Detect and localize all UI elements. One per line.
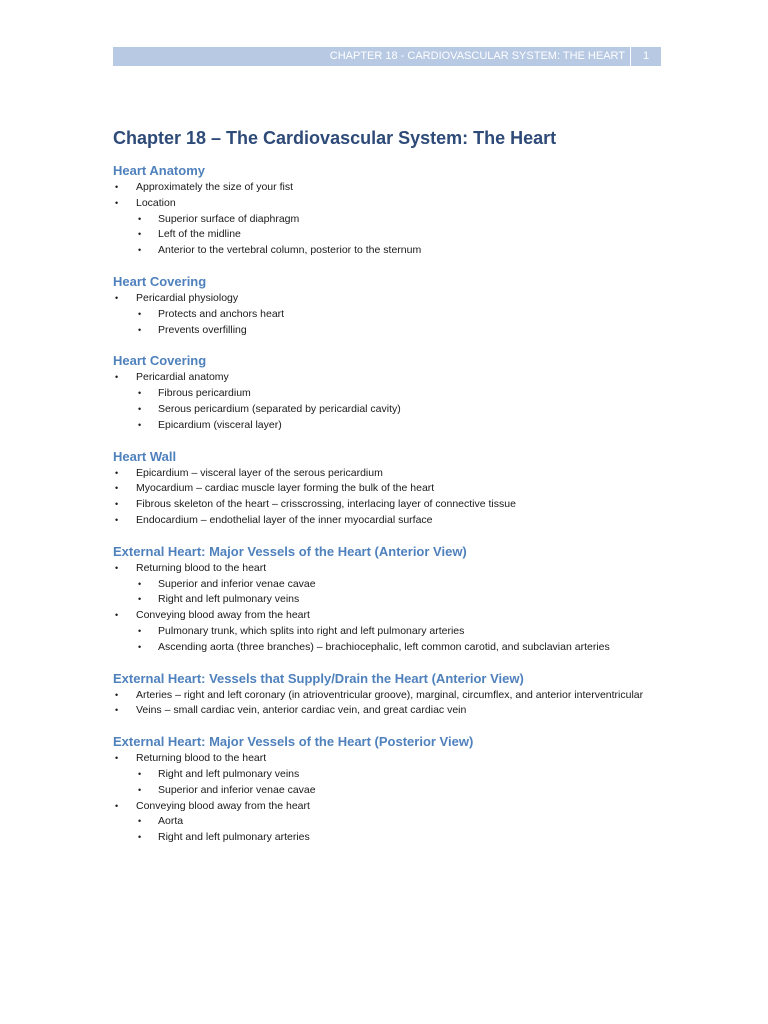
sections-container [113, 162, 673, 846]
bullet-icon: • [115, 514, 119, 525]
section [113, 273, 673, 338]
list-item-text: Conveying blood away from the heart [136, 799, 310, 812]
list-item-text: Superior surface of diaphragm [158, 212, 300, 225]
list-item [113, 688, 673, 704]
bullet-icon: • [138, 832, 142, 843]
bullet-icon: • [115, 705, 119, 716]
bullet-icon: • [138, 388, 142, 399]
list-item-text: Pericardial anatomy [136, 371, 229, 384]
list-item-text: Fibrous skeleton of the heart – crisscrossing, interlacing layer of connective tissue [136, 498, 516, 511]
sub-list-item [113, 767, 673, 783]
section [113, 448, 673, 529]
list-item-text: Right and left pulmonary arteries [158, 831, 310, 844]
list-item [113, 370, 673, 386]
bullet-icon: • [138, 229, 142, 240]
list-item [113, 196, 673, 212]
list-item [113, 703, 673, 719]
bullet-icon: • [115, 562, 119, 573]
list-item-text: Left of the midline [158, 228, 241, 241]
sub-list-item [113, 307, 673, 323]
chapter-title: Chapter 18 – The Cardiovascular System: The Heart [113, 128, 557, 148]
list-item [113, 497, 673, 513]
section-heading: External Heart: Major Vessels of the Heart (Anterior View) [113, 543, 467, 559]
bullet-icon: • [138, 213, 142, 224]
list-item-text: Conveying blood away from the heart [136, 609, 310, 622]
list-item-text: Location [136, 196, 176, 209]
list-item [113, 291, 673, 307]
page-number: 1 [630, 47, 661, 66]
running-header-title: CHAPTER 18 - CARDIOVASCULAR SYSTEM: THE HEART [329, 50, 625, 62]
list-item-text: Ascending aorta (three branches) – brachiocephalic, left common carotid, and subclavian arteries [158, 640, 610, 653]
bullet-icon: • [115, 467, 119, 478]
bullet-list [113, 370, 673, 433]
list-item [113, 180, 673, 196]
list-item [113, 608, 673, 624]
list-item-text: Returning blood to the heart [136, 752, 267, 765]
bullet-icon: • [115, 292, 119, 303]
list-item-text: Arteries – right and left coronary (in atrioventricular groove), marginal, circumflex, and anterior interventricular [136, 688, 644, 701]
bullet-icon: • [115, 499, 119, 510]
list-item-text: Aorta [158, 815, 184, 828]
list-item-text: Myocardium – cardiac muscle layer forming the bulk of the heart [136, 482, 435, 495]
bullet-list [113, 291, 673, 338]
list-item-text: Approximately the size of your fist [136, 181, 293, 193]
bullet-list [113, 466, 673, 529]
sub-list-item [113, 783, 673, 799]
list-item-text: Epicardium – visceral layer of the serous pericardium [136, 466, 383, 479]
bullet-icon: • [138, 784, 142, 795]
running-header [113, 47, 661, 66]
sub-list-item [113, 830, 673, 846]
sub-list-item [113, 402, 673, 418]
bullet-icon: • [138, 816, 142, 827]
bullet-icon: • [115, 197, 119, 208]
sub-list-item [113, 323, 673, 339]
list-item [113, 561, 673, 577]
list-item-text: Pulmonary trunk, which splits into right and left pulmonary arteries [158, 624, 465, 637]
bullet-icon: • [138, 641, 142, 652]
sub-list-item [113, 640, 673, 656]
list-item-text: Superior and inferior venae cavae [158, 783, 316, 796]
list-item [113, 466, 673, 482]
sub-list-item [113, 624, 673, 640]
sub-list-item [113, 814, 673, 830]
list-item [113, 751, 673, 767]
bullet-icon: • [115, 800, 119, 811]
bullet-icon: • [138, 245, 142, 256]
section [113, 543, 673, 656]
list-item [113, 799, 673, 815]
list-item-text: Right and left pulmonary veins [158, 593, 300, 606]
sub-list-item [113, 243, 673, 259]
bullet-icon: • [115, 689, 119, 700]
list-item-text: Protects and anchors heart [158, 307, 285, 320]
sub-list-item [113, 418, 673, 434]
list-item-text: Anterior to the vertebral column, posterior to the sternum [158, 244, 422, 257]
bullet-list [113, 180, 673, 259]
bullet-icon: • [115, 182, 119, 192]
list-item-text: Returning blood to the heart [136, 561, 267, 574]
list-item-text: Veins – small cardiac vein, anterior cardiac vein, and great cardiac vein [136, 704, 467, 717]
bullet-icon: • [115, 372, 119, 383]
section [113, 733, 673, 846]
list-item-text: Endocardium – endothelial layer of the inner myocardial surface [136, 513, 433, 526]
section-heading: Heart Wall [113, 448, 177, 464]
bullet-icon: • [138, 308, 142, 319]
section-heading: Heart Covering [113, 273, 207, 289]
bullet-list [113, 561, 673, 656]
section-heading: External Heart: Vessels that Supply/Drain the Heart (Anterior View) [113, 670, 524, 686]
sub-list-item [113, 227, 673, 243]
bullet-list [113, 688, 673, 720]
list-item [113, 513, 673, 529]
section [113, 162, 673, 259]
list-item-text: Prevents overfilling [158, 323, 247, 336]
bullet-icon: • [138, 768, 142, 779]
list-item-text: Epicardium (visceral layer) [158, 418, 282, 431]
bullet-icon: • [115, 483, 119, 494]
bullet-icon: • [138, 625, 142, 636]
section-heading: Heart Covering [113, 353, 207, 369]
bullet-icon: • [115, 753, 119, 764]
sub-list-item [113, 212, 673, 228]
list-item [113, 481, 673, 497]
bullet-icon: • [138, 419, 142, 430]
bullet-icon: • [115, 610, 119, 621]
bullet-icon: • [138, 578, 142, 589]
section [113, 352, 673, 433]
bullet-icon: • [138, 324, 142, 335]
bullet-icon: • [138, 403, 142, 414]
list-item-text: Superior and inferior venae cavae [158, 577, 316, 590]
bullet-list [113, 751, 673, 846]
bullet-icon: • [138, 594, 142, 605]
list-item-text: Fibrous pericardium [158, 387, 251, 400]
list-item-text: Pericardial physiology [136, 291, 239, 304]
document-body [113, 126, 673, 846]
sub-list-item [113, 577, 673, 593]
sub-list-item [113, 386, 673, 402]
section-heading: Heart Anatomy [113, 163, 205, 178]
sub-list-item [113, 592, 673, 608]
section-heading: External Heart: Major Vessels of the Heart (Posterior View) [113, 734, 474, 750]
list-item-text: Serous pericardium (separated by pericardial cavity) [158, 402, 401, 415]
list-item-text: Right and left pulmonary veins [158, 767, 300, 780]
section [113, 670, 673, 720]
